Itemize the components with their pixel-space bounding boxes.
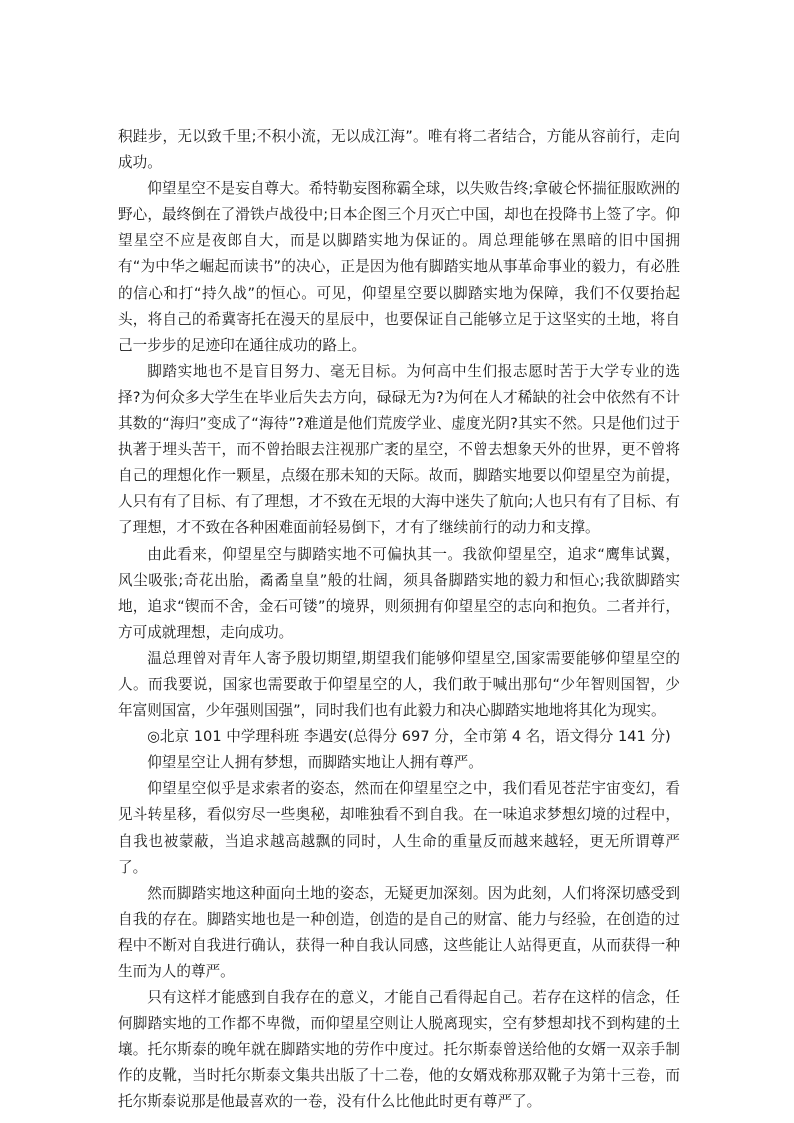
paragraph-stargazing-not-arrogance: 仰望星空不是妄自尊大。希特勒妄图称霸全球，以失败告终;拿破仑怀揣征服欧洲的野心，最终倒在了滑铁卢战役中;日本企图三个月灭亡中国，却也在投降书上签了字。仰望星空不应是夜郎自大，而是以脚踏实地为保证的。周总理能够在黑暗的旧中国拥有“为中华之崛起而读书”的决心，正是因为他有脚踏实地从事革命事业的毅力，有必胜的信心和打“持久战”的恒心。可见，仰望星空要以脚踏实地为保障，我们不仅要抬起头，将自己的希冀寄托在漫天的星辰中，也要保证自己能够立足于这坚实的土地，将自己一步步的足迹印在通往成功的路上。 xyxy=(118,180,680,354)
paragraph-tolstoy: 只有这样才能感到自我存在的意义，才能自己看得起自己。若存在这样的信念，任何脚踏实地的工作都不卑微，而仰望星空则让人脱离现实，空有梦想却找不到构建的土壤。托尔斯泰的晚年就在脚踏实地的劳作中度过。托尔斯泰曾送给他的女婿一双亲手制作的皮靴，当时托尔斯泰文集共出版了十二卷，他的女婿戏称那双靴子为第十三卷，而托尔斯泰说那是他最喜欢的一卷，没有什么比他此时更有尊严了。 xyxy=(118,989,680,1111)
paragraph-continuation: 积跬步，无以致千里;不积小流，无以成江海”。唯有将二者结合，方能从容前行，走向成功。 xyxy=(118,128,680,172)
paragraph-facing-land: 然而脚踏实地这种面向土地的姿态，无疑更加深刻。因为此刻，人们将深切感受到自我的存在。脚踏实地也是一种创造，创造的是自己的财富、能力与经验，在创造的过程中不断对自我进行确认，获得一种自我认同感，这些能让人站得更直，从而获得一种生而为人的尊严。 xyxy=(118,884,680,980)
paragraph-premier-wen: 温总理曾对青年人寄予殷切期望,期望我们能够仰望星空,国家需要能够仰望星空的人。而我要说，国家也需要敢于仰望星空的人，我们敢于喊出那句“少年智则国智，少年富则国富，少年强则国强”，同时我们也有此毅力和决心脚踏实地地将其化为现实。 xyxy=(118,649,680,720)
paragraph-conclusion: 由此看来，仰望星空与脚踏实地不可偏执其一。我欲仰望星空，追求“鹰隼试翼，风尘吸张;奇花出胎，矞矞皇皇”般的壮阔，须具备脚踏实地的毅力和恒心;我欲脚踏实地，追求“锲而不舍，金石可镂”的境界，则须拥有仰望星空的志向和抱负。二者并行，方可成就理想，走向成功。 xyxy=(118,545,680,641)
document-body xyxy=(118,124,680,1116)
paragraph-stargazing-seeker: 仰望星空似乎是求索者的姿态，然而在仰望星空之中，我们看见苍茫宇宙变幻，看见斗转星移，看似穷尽一些奥秘，却唯独看不到自我。在一味追求梦想幻境的过程中，自我也被蒙蔽，当追求越高越飘的同时，人生命的重量反而越来越轻，更无所谓尊严了。 xyxy=(118,780,680,876)
essay-thesis: 仰望星空让人拥有梦想，而脚踏实地让人拥有尊严。 xyxy=(147,754,483,772)
paragraph-down-to-earth-not-blind: 脚踏实地也不是盲目努力、毫无目标。为何高中生们报志愿时苦于大学专业的选择?为何众多大学生在毕业后失去方向，碌碌无为?为何在人才稀缺的社会中依然有不计其数的“海归”变成了“海待”?难道是他们荒废学业、虚度光阴?其实不然。只是他们过于执著于埋头苦干，而不曾抬眼去注视那广袤的星空，不曾去想象天外的世界，更不曾将自己的理想化作一颗星，点缀在那未知的天际。故而，脚踏实地要以仰望星空为前提，人只有有了目标、有了理想，才不致在无垠的大海中迷失了航向;人也只有有了目标、有了理想，才不致在各种困难面前轻易倒下，才有了继续前行的动力和支撑。 xyxy=(118,362,680,537)
author-line: ◎北京 101 中学理科班 李遇安(总得分 697 分，全市第 4 名，语文得分 141 分) xyxy=(147,728,671,746)
